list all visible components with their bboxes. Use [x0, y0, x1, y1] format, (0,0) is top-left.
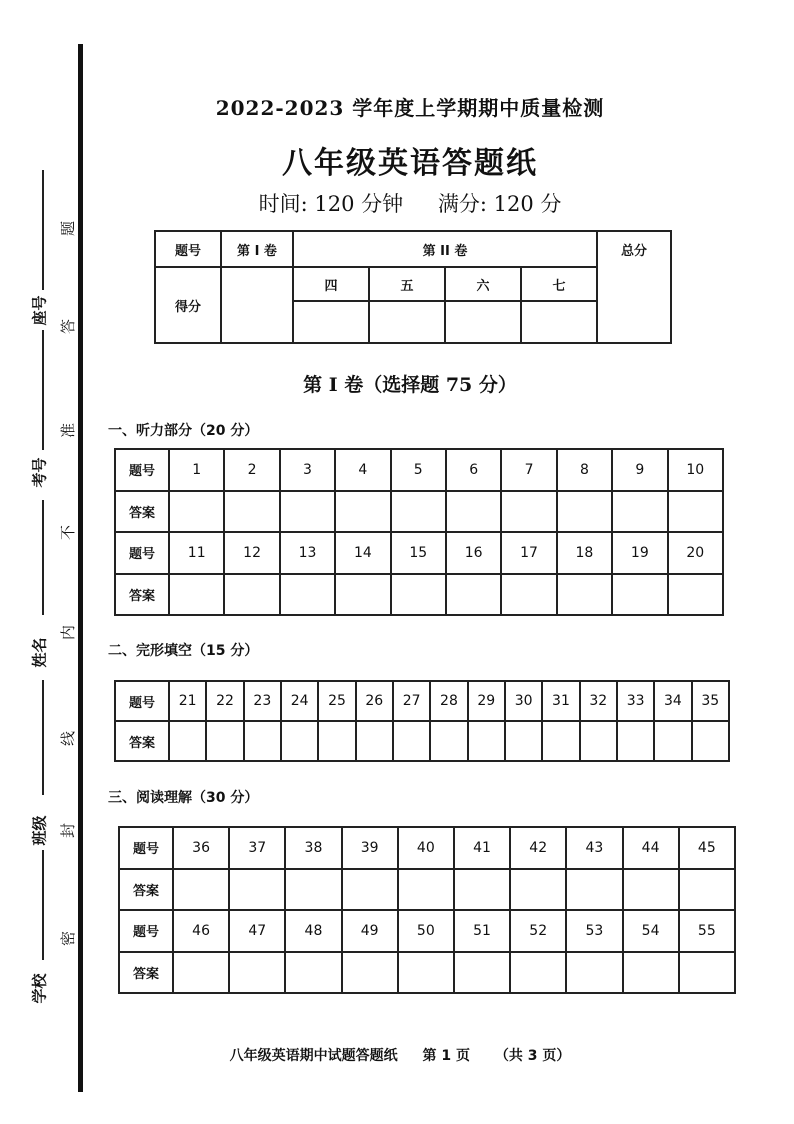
question-number-cell: 37	[229, 827, 285, 869]
question-number-cell: 36	[173, 827, 229, 869]
answer-cell[interactable]	[557, 574, 612, 616]
answer-row	[119, 869, 735, 911]
school-label: 学校	[30, 973, 49, 1004]
question-number-row	[115, 681, 729, 721]
row-label-daan: 答案	[115, 574, 169, 616]
question-number-cell: 42	[510, 827, 566, 869]
question-number-cell: 5	[391, 449, 446, 491]
question-number-cell: 39	[342, 827, 398, 869]
question-number-cell: 29	[468, 681, 505, 721]
cloze-section-title: 二、完形填空（15 分）	[108, 643, 259, 659]
answer-cell[interactable]	[501, 574, 556, 616]
question-number-row	[115, 449, 723, 491]
answer-cell[interactable]	[454, 952, 510, 994]
seat-number-label: 座号	[30, 295, 49, 326]
question-number-cell: 24	[281, 681, 318, 721]
exam-year-title: 2022-2023 学年度上学期期中质量检测	[215, 96, 605, 120]
question-number-cell: 54	[623, 910, 679, 952]
score-part1-cell[interactable]	[221, 267, 293, 343]
margin-warning-char: 内	[59, 624, 78, 641]
answer-cell[interactable]	[612, 574, 667, 616]
score-sub-header: 七	[521, 267, 597, 301]
question-number-cell: 49	[342, 910, 398, 952]
question-number-cell: 55	[679, 910, 735, 952]
exam-time: 时间: 120 分钟	[258, 192, 404, 216]
question-number-cell: 40	[398, 827, 454, 869]
answer-cell[interactable]	[510, 869, 566, 911]
question-number-cell: 38	[285, 827, 341, 869]
question-number-cell: 6	[446, 449, 501, 491]
answer-cell[interactable]	[566, 952, 622, 994]
score-header-tihao: 题号	[155, 231, 221, 267]
answer-cell[interactable]	[468, 721, 505, 761]
question-number-cell: 33	[617, 681, 654, 721]
listening-section-title: 一、听力部分（20 分）	[108, 423, 259, 439]
answer-cell[interactable]	[281, 721, 318, 761]
margin-warning-char: 答	[59, 318, 78, 335]
row-label-daan: 答案	[115, 491, 169, 533]
question-number-cell: 7	[501, 449, 556, 491]
score-sub-cell[interactable]	[293, 301, 369, 343]
question-number-cell: 4	[335, 449, 390, 491]
answer-cell[interactable]	[654, 721, 691, 761]
score-sub-header: 五	[369, 267, 445, 301]
question-number-cell: 15	[391, 532, 446, 574]
answer-cell[interactable]	[446, 491, 501, 533]
margin-warning-char: 准	[59, 422, 78, 439]
question-number-cell: 14	[335, 532, 390, 574]
listening-answer-table	[114, 448, 724, 616]
answer-row	[119, 952, 735, 994]
question-number-cell: 19	[612, 532, 667, 574]
question-number-cell: 44	[623, 827, 679, 869]
reading-section-title: 三、阅读理解（30 分）	[108, 790, 259, 806]
answer-cell[interactable]	[612, 491, 667, 533]
score-sub-header: 四	[293, 267, 369, 301]
score-sub-header: 六	[445, 267, 521, 301]
cloze-answer-table	[114, 680, 730, 762]
question-number-cell: 43	[566, 827, 622, 869]
answer-cell[interactable]	[318, 721, 355, 761]
question-number-cell: 50	[398, 910, 454, 952]
question-number-cell: 52	[510, 910, 566, 952]
answer-cell[interactable]	[542, 721, 579, 761]
question-number-cell: 46	[173, 910, 229, 952]
answer-cell[interactable]	[501, 491, 556, 533]
row-label-tihao: 题号	[119, 827, 173, 869]
question-number-cell: 18	[557, 532, 612, 574]
page-footer	[0, 1045, 794, 1065]
answer-cell[interactable]	[356, 721, 393, 761]
exam-info	[0, 188, 794, 218]
question-number-cell: 51	[454, 910, 510, 952]
question-number-row	[119, 910, 735, 952]
score-sub-cell[interactable]	[369, 301, 445, 343]
score-label-defen: 得分	[155, 267, 221, 343]
answer-cell[interactable]	[617, 721, 654, 761]
row-label-daan: 答案	[119, 952, 173, 994]
question-number-cell: 25	[318, 681, 355, 721]
row-label-daan: 答案	[115, 721, 169, 761]
question-number-cell: 45	[679, 827, 735, 869]
question-number-cell: 22	[206, 681, 243, 721]
answer-cell[interactable]	[454, 869, 510, 911]
answer-cell[interactable]	[430, 721, 467, 761]
answer-cell[interactable]	[391, 574, 446, 616]
class-underline	[42, 680, 44, 795]
answer-cell[interactable]	[668, 491, 723, 533]
footer-total-pages: （共 3 页）	[494, 1048, 571, 1064]
margin-warning-char: 密	[59, 930, 78, 947]
sheet-main-title: 八年级英语答题纸	[282, 146, 538, 181]
score-sub-cell[interactable]	[521, 301, 597, 343]
question-number-cell: 10	[668, 449, 723, 491]
answer-cell[interactable]	[335, 491, 390, 533]
answer-cell[interactable]	[229, 952, 285, 994]
answer-cell[interactable]	[342, 952, 398, 994]
question-number-cell: 20	[668, 532, 723, 574]
answer-cell[interactable]	[224, 574, 279, 616]
question-number-cell: 12	[224, 532, 279, 574]
answer-row	[115, 574, 723, 616]
part1-title: 第 I 卷（选择题 75 分）	[303, 374, 517, 396]
margin-warning-char: 不	[59, 524, 78, 541]
answer-cell[interactable]	[580, 721, 617, 761]
answer-cell[interactable]	[280, 574, 335, 616]
exam-full-score: 满分: 120 分	[437, 192, 562, 216]
answer-cell[interactable]	[510, 952, 566, 994]
answer-cell[interactable]	[391, 491, 446, 533]
school-underline	[42, 850, 44, 960]
answer-cell[interactable]	[285, 869, 341, 911]
answer-cell[interactable]	[446, 574, 501, 616]
question-number-cell: 8	[557, 449, 612, 491]
reading-answer-table	[118, 826, 736, 994]
answer-cell[interactable]	[169, 491, 224, 533]
answer-row	[115, 721, 729, 761]
score-table	[154, 230, 672, 344]
answer-cell[interactable]	[224, 491, 279, 533]
question-number-cell: 47	[229, 910, 285, 952]
answer-cell[interactable]	[679, 869, 735, 911]
question-number-cell: 1	[169, 449, 224, 491]
answer-cell[interactable]	[206, 721, 243, 761]
answer-cell[interactable]	[244, 721, 281, 761]
answer-cell[interactable]	[169, 721, 206, 761]
question-number-cell: 3	[280, 449, 335, 491]
answer-cell[interactable]	[173, 952, 229, 994]
question-number-cell: 2	[224, 449, 279, 491]
question-number-cell: 48	[285, 910, 341, 952]
margin-warning-char: 题	[59, 220, 78, 237]
row-label-daan: 答案	[119, 869, 173, 911]
question-number-cell: 13	[280, 532, 335, 574]
question-number-cell: 28	[430, 681, 467, 721]
name-underline	[42, 500, 44, 615]
question-number-cell: 11	[169, 532, 224, 574]
score-header-total: 总分	[597, 231, 671, 343]
class-label: 班级	[30, 815, 49, 846]
answer-cell[interactable]	[280, 491, 335, 533]
footer-sheet-name: 八年级英语期中试题答题纸	[229, 1048, 398, 1064]
answer-cell[interactable]	[679, 952, 735, 994]
score-header-part2: 第 II 卷	[293, 231, 597, 267]
answer-cell[interactable]	[169, 574, 224, 616]
score-header-part1: 第 I 卷	[221, 231, 293, 267]
answer-cell[interactable]	[173, 869, 229, 911]
answer-cell[interactable]	[342, 869, 398, 911]
answer-cell[interactable]	[566, 869, 622, 911]
question-number-cell: 23	[244, 681, 281, 721]
question-number-cell: 32	[580, 681, 617, 721]
answer-cell[interactable]	[285, 952, 341, 994]
margin-warning-char: 封	[59, 822, 78, 839]
question-number-cell: 16	[446, 532, 501, 574]
question-number-cell: 30	[505, 681, 542, 721]
answer-cell[interactable]	[668, 574, 723, 616]
answer-cell[interactable]	[557, 491, 612, 533]
question-number-row	[115, 532, 723, 574]
answer-cell[interactable]	[505, 721, 542, 761]
answer-cell[interactable]	[692, 721, 729, 761]
answer-cell[interactable]	[398, 869, 454, 911]
row-label-tihao: 题号	[119, 910, 173, 952]
row-label-tihao: 题号	[115, 681, 169, 721]
footer-page-number: 第 1 页	[422, 1048, 470, 1064]
answer-cell[interactable]	[393, 721, 430, 761]
answer-row	[115, 491, 723, 533]
question-number-cell: 31	[542, 681, 579, 721]
question-number-row	[119, 827, 735, 869]
margin-warning-char: 线	[59, 730, 78, 747]
question-number-cell: 26	[356, 681, 393, 721]
row-label-tihao: 题号	[115, 532, 169, 574]
question-number-cell: 53	[566, 910, 622, 952]
name-label: 姓名	[30, 637, 49, 668]
question-number-cell: 9	[612, 449, 667, 491]
question-number-cell: 17	[501, 532, 556, 574]
exam-number-label: 考号	[30, 457, 49, 488]
answer-cell[interactable]	[335, 574, 390, 616]
answer-cell[interactable]	[623, 952, 679, 994]
question-number-cell: 41	[454, 827, 510, 869]
question-number-cell: 35	[692, 681, 729, 721]
answer-cell[interactable]	[623, 869, 679, 911]
question-number-cell: 27	[393, 681, 430, 721]
score-sub-cell[interactable]	[445, 301, 521, 343]
row-label-tihao: 题号	[115, 449, 169, 491]
answer-cell[interactable]	[398, 952, 454, 994]
question-number-cell: 34	[654, 681, 691, 721]
question-number-cell: 21	[169, 681, 206, 721]
answer-cell[interactable]	[229, 869, 285, 911]
